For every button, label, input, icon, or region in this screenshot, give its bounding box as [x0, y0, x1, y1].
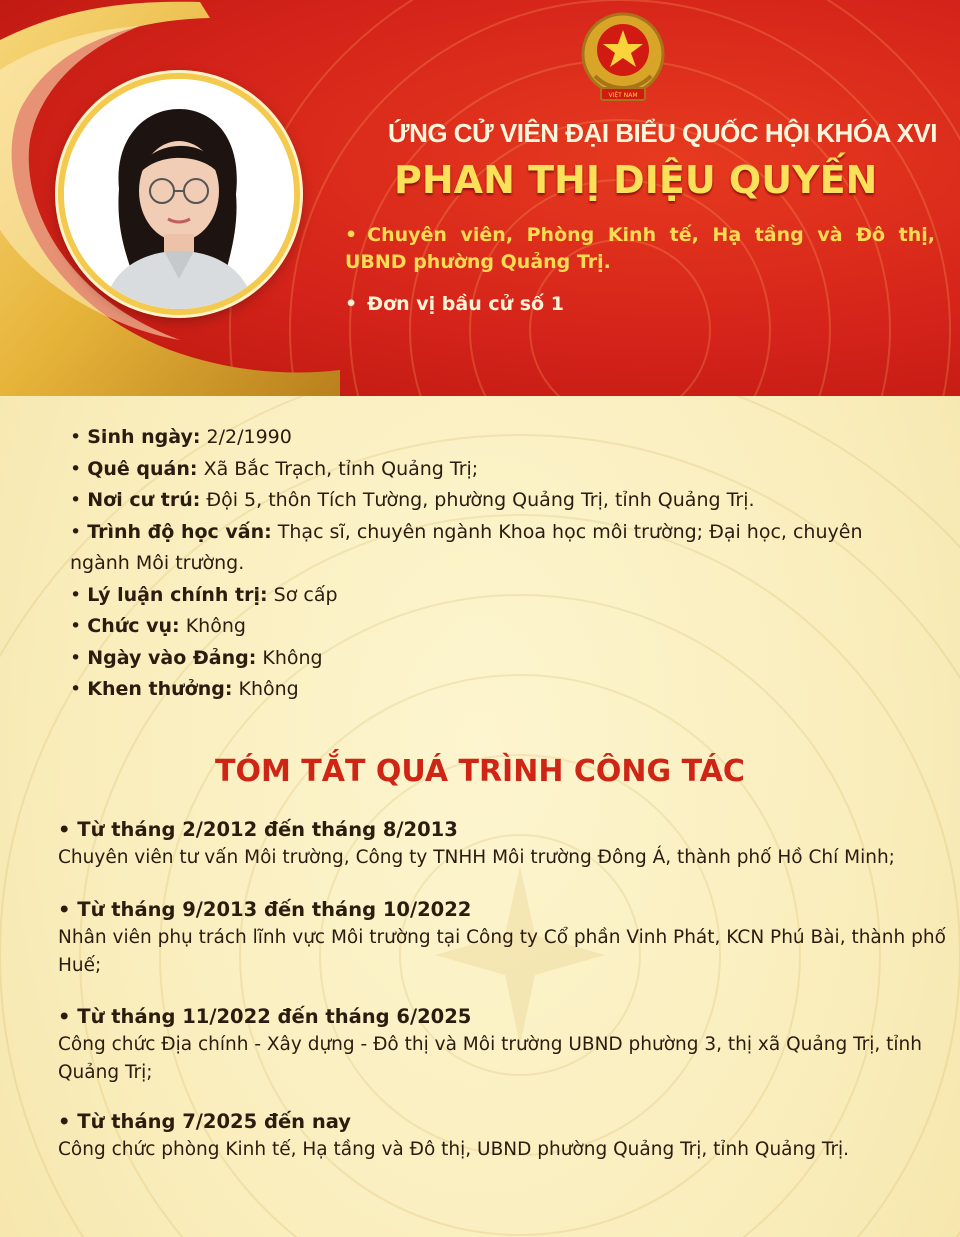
- info-label: Chức vụ:: [87, 615, 180, 637]
- info-label: Sinh ngày:: [87, 426, 201, 448]
- career-description: Công chức Địa chính - Xây dựng - Đô thị và Môi trường UBND phường 3, thị xã Quảng Trị, tỉnh Quảng Trị;: [58, 1034, 922, 1083]
- info-value: Xã Bắc Trạch, tỉnh Quảng Trị;: [203, 457, 479, 480]
- info-value: Sơ cấp: [273, 583, 338, 606]
- info-value: Thạc sĩ, chuyên ngành Khoa học môi trường; Đại học, chuyên ngành Môi trường.: [70, 520, 863, 574]
- national-emblem-icon: [575, 6, 671, 110]
- info-value: Không: [185, 615, 246, 637]
- candidate-name: PHAN THỊ DIỆU QUYẾN: [394, 158, 878, 202]
- candidate-position: [345, 222, 935, 276]
- info-label: Trình độ học vấn:: [87, 520, 272, 543]
- info-row-education: • Trình độ học vấn: Thạc sĩ, chuyên ngành Khoa học môi trường; Đại học, chuyên ngành Môi trường.: [70, 520, 863, 574]
- candidate-kicker-title: ỨNG CỬ VIÊN ĐẠI BIỂU QUỐC HỘI KHÓA XVI: [388, 118, 938, 148]
- info-value: Đội 5, thôn Tích Tường, phường Quảng Trị, tỉnh Quảng Trị.: [206, 489, 755, 511]
- electoral-unit-text: Đơn vị bầu cử số 1: [367, 293, 564, 315]
- info-value: 2/2/1990: [206, 426, 292, 448]
- career-description: Công chức phòng Kinh tế, Hạ tầng và Đô thị, UBND phường Quảng Trị, tỉnh Quảng Trị.: [58, 1139, 850, 1160]
- info-row-party-date: • Ngày vào Đảng: Không: [70, 646, 323, 669]
- info-value: Không: [238, 678, 299, 700]
- candidate-photo: [58, 73, 300, 315]
- person-portrait-icon: [64, 79, 294, 309]
- career-description: Chuyên viên tư vấn Môi trường, Công ty TNHH Môi trường Đông Á, thành phố Hồ Chí Minh;: [58, 847, 895, 868]
- career-period: • Từ tháng 9/2013 đến tháng 10/2022: [58, 898, 472, 921]
- info-row-residence: • Nơi cư trú: Đội 5, thôn Tích Tường, phường Quảng Trị, tỉnh Quảng Trị.: [70, 489, 755, 511]
- info-row-hometown: • Quê quán: Xã Bắc Trạch, tỉnh Quảng Trị;: [70, 457, 479, 480]
- info-label: Khen thưởng:: [87, 678, 233, 700]
- emblem-text: VIỆT NAM: [608, 92, 638, 99]
- career-entry: [58, 816, 958, 872]
- career-entry: [58, 1003, 958, 1087]
- info-label: Ngày vào Đảng:: [87, 646, 257, 669]
- career-period: • Từ tháng 2/2012 đến tháng 8/2013: [58, 818, 458, 841]
- career-period: • Từ tháng 11/2022 đến tháng 6/2025: [58, 1005, 472, 1028]
- info-value: Không: [262, 646, 323, 669]
- career-period-text: Từ tháng 2/2012 đến tháng 8/2013: [77, 818, 458, 841]
- info-label: Lý luận chính trị:: [87, 583, 268, 606]
- candidate-position-text: Chuyên viên, Phòng Kinh tế, Hạ tầng và Đô thị, UBND phường Quảng Trị.: [345, 224, 935, 273]
- career-period-text: Từ tháng 7/2025 đến nay: [77, 1110, 351, 1133]
- info-row-awards: • Khen thưởng: Không: [70, 678, 299, 700]
- info-label: Nơi cư trú:: [87, 489, 201, 511]
- career-period: • Từ tháng 7/2025 đến nay: [58, 1110, 351, 1133]
- info-row-position: • Chức vụ: Không: [70, 615, 246, 637]
- career-entry: [58, 896, 958, 980]
- electoral-unit: [345, 293, 564, 315]
- career-period-text: Từ tháng 9/2013 đến tháng 10/2022: [77, 898, 472, 921]
- info-label: Quê quán:: [87, 457, 198, 480]
- career-entry: [58, 1108, 958, 1164]
- info-row-political-theory: • Lý luận chính trị: Sơ cấp: [70, 583, 338, 606]
- header-banner: [0, 0, 960, 396]
- career-section-title: TÓM TẮT QUÁ TRÌNH CÔNG TÁC: [215, 754, 745, 789]
- info-row-birthdate: • Sinh ngày: 2/2/1990: [70, 426, 292, 448]
- career-period-text: Từ tháng 11/2022 đến tháng 6/2025: [77, 1005, 472, 1028]
- bullet-icon: •: [345, 224, 358, 246]
- bullet-icon: •: [345, 293, 358, 315]
- personal-info-list: [70, 422, 920, 706]
- career-description: Nhân viên phụ trách lĩnh vực Môi trường tại Công ty Cổ phần Vinh Phát, KCN Phú Bài, thành phố Huế;: [58, 927, 946, 976]
